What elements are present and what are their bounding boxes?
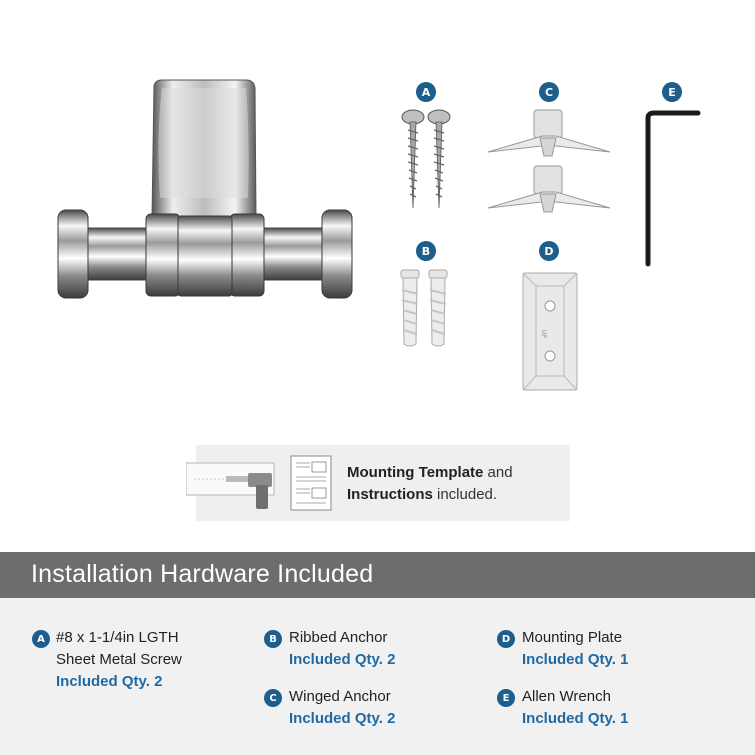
double-hook-image <box>50 78 360 303</box>
legend-item-c <box>289 686 395 730</box>
banner-title: Installation Hardware Included <box>31 560 374 588</box>
legend-item-a <box>56 627 182 693</box>
badge-b: B <box>416 241 436 261</box>
drill-template-icon <box>186 455 282 513</box>
winged-anchor-image <box>484 108 614 218</box>
legend-item-c-name: Winged Anchor <box>289 688 391 705</box>
template-note-bold-1: Mounting Template <box>347 464 484 481</box>
screw-image <box>396 108 456 214</box>
legend-badge-c: C <box>264 689 282 707</box>
template-note-bold-2: Instructions <box>347 486 433 503</box>
legend-item-a-qty: Included Qty. 2 <box>56 673 163 690</box>
legend-badge-d: D <box>497 630 515 648</box>
legend-item-e-qty: Included Qty. 1 <box>522 710 629 727</box>
badge-d: D <box>539 241 559 261</box>
ribbed-anchor-image <box>396 268 456 350</box>
legend-item-d <box>522 627 628 671</box>
legend-item-b-name: Ribbed Anchor <box>289 629 388 646</box>
legend-item-e-name: Allen Wrench <box>522 688 611 705</box>
legend-item-e <box>522 686 628 730</box>
legend-badge-b: B <box>264 630 282 648</box>
template-note-text-2: included. <box>432 486 498 503</box>
legend-item-c-qty: Included Qty. 2 <box>289 710 396 727</box>
legend-badge-a: A <box>32 630 50 648</box>
up-mark: UP <box>540 330 547 339</box>
legend-item-a-name-2: Sheet Metal Screw <box>56 651 182 668</box>
badge-e: E <box>662 82 682 102</box>
mounting-plate-image <box>522 272 578 392</box>
badge-a: A <box>416 82 436 102</box>
template-note-text <box>347 462 513 506</box>
legend-item-b-qty: Included Qty. 2 <box>289 651 396 668</box>
legend-item-d-name: Mounting Plate <box>522 629 623 646</box>
instructions-document-icon <box>290 455 332 511</box>
legend-item-b <box>289 627 395 671</box>
template-note-text-1: and <box>483 464 513 481</box>
legend-badge-e: E <box>497 689 515 707</box>
legend-item-d-qty: Included Qty. 1 <box>522 651 629 668</box>
legend-item-a-name-1: #8 x 1-1/4in LGTH <box>56 629 179 646</box>
allen-wrench-image <box>640 108 704 268</box>
badge-c: C <box>539 82 559 102</box>
